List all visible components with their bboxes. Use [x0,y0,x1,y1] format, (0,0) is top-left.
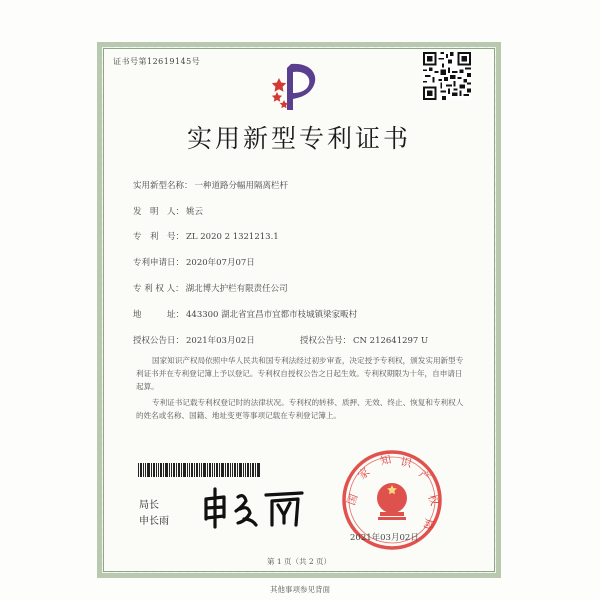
seal-date: 2021年03月02日 [350,533,419,543]
filing-date-value: 2020年07月07日 [186,258,255,268]
patentee-value: 湖北博大护栏有限责任公司 [185,284,288,294]
patentee-row [133,282,288,294]
address-label: 地 址： [133,310,185,320]
svg-text:权: 权 [425,492,442,508]
utility-name-row [133,179,288,191]
svg-text:家: 家 [355,465,373,483]
utility-name-value: 一种道路分幅用隔离栏杆 [194,181,289,191]
patent-number-value: ZL 2020 2 1321213.1 [186,232,279,242]
inventor-value: 姚云 [186,207,204,217]
svg-text:产: 产 [416,467,433,485]
certificate-title: 实用新型专利证书 [186,124,411,153]
grant-number-label: 授权公告号： [300,336,352,346]
barcode-icon [138,463,260,477]
svg-text:国: 国 [344,492,361,508]
svg-text:知: 知 [378,452,393,468]
page-number: 第 1 页（共 2 页） [266,557,332,566]
grant-number-value: CN 212641297 U [353,336,429,346]
utility-name-label: 实用新型名称： [133,181,193,191]
grant-date-value: 2021年03月02日 [186,336,255,346]
filing-date-row [133,256,255,268]
grant-statement-paragraph: 国家知识产权局依照中华人民共和国专利法经过初步审查，决定授予专利权，颁发实用新型专利证书并在专利登记簿上予以登记。专利权自授权公告之日起生效。专利权期限为十年，自申请日起算。 [136,356,464,392]
inventor-row [133,205,203,217]
cnipa-logo-icon [269,58,325,114]
patentee-label: 专 利 权 人： [133,284,184,294]
grant-number-row [300,334,428,346]
director-signature-icon [200,485,310,529]
legal-status-paragraph: 专利证书记载专利权登记时的法律状况。专利权的转移、质押、无效、终止、恢复和专利权人的姓名或名称、国籍、地址变更等事项记载在专利登记簿上。 [136,398,464,421]
inventor-label: 发 明 人： [133,207,185,217]
certificate-serial: 证书号第12619145号 [113,57,201,66]
grant-date-row [133,334,255,346]
patent-number-row [133,230,279,242]
director-title: 局长 [139,500,159,511]
address-value: 443300 湖北省宜昌市宜都市枝城镇梁家畈村 [186,310,358,320]
director-name: 申长雨 [139,516,169,527]
filing-date-label: 专利申请日： [133,258,185,268]
svg-text:识: 识 [399,455,413,471]
address-row [133,308,357,320]
patent-number-label: 专 利 号： [133,232,185,242]
qr-code-icon [423,52,471,100]
svg-text:局: 局 [421,517,436,531]
grant-date-label: 授权公告日： [133,336,185,346]
footer-note: 其他事项参见背面 [270,585,330,594]
